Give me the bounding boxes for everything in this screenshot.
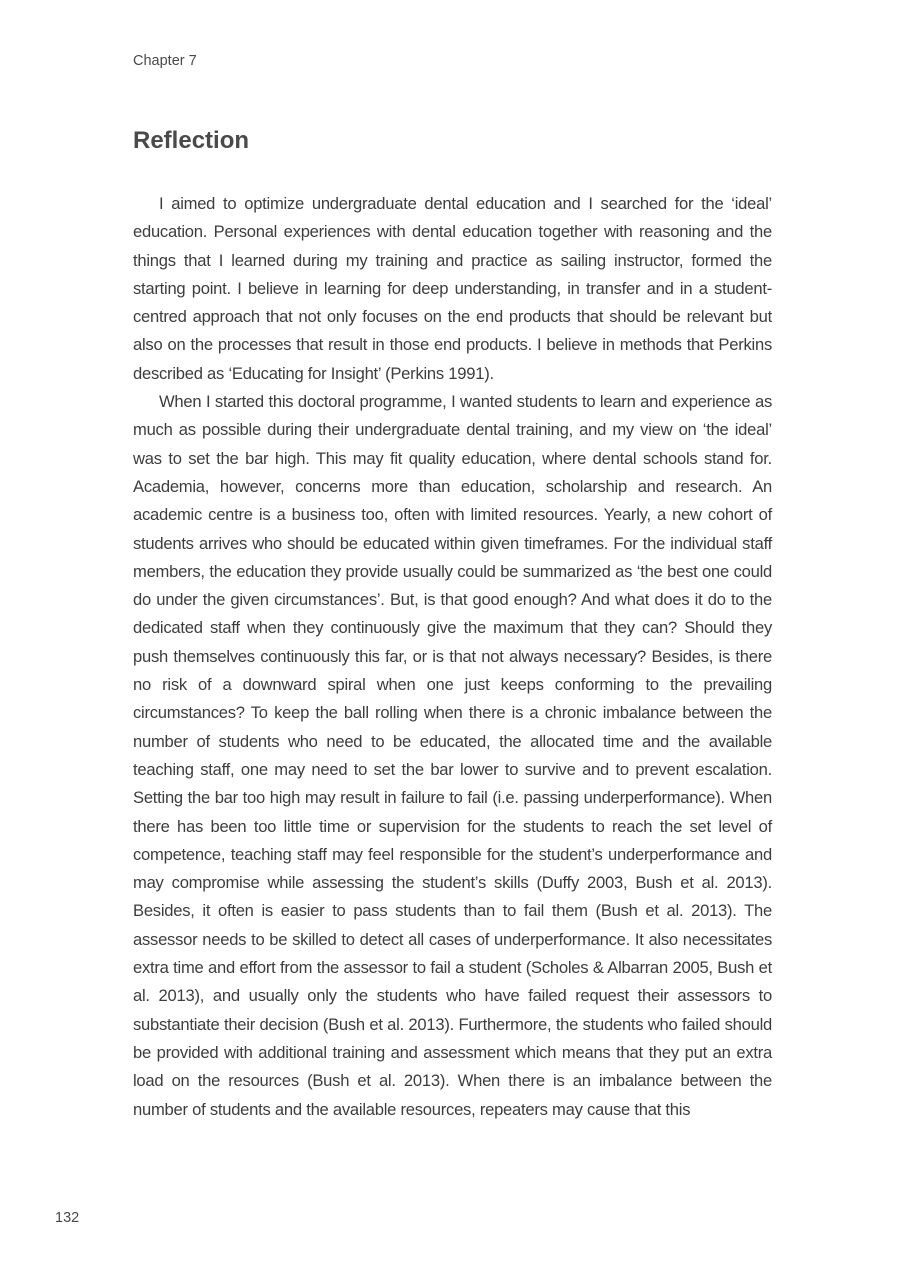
running-head: Chapter 7 <box>133 53 197 69</box>
body-text <box>133 190 772 1124</box>
paragraph-1: I aimed to optimize undergraduate dental education and I searched for the ‘ideal’ education. Personal experiences with dental education together with reasoning and the things that I learned during my training and practice as sailing instructor, formed the starting point. I believe in learning for deep understanding, in transfer and in a student-centred approach that not only focuses on the end products that should be relevant but also on the processes that result in those end products. I believe in methods that Perkins described as ‘Educating for Insight’ (Perkins 1991). <box>133 194 772 383</box>
section-title: Reflection <box>133 127 250 154</box>
paragraph-2: When I started this doctoral programme, I wanted students to learn and experience as much as possible during their undergraduate dental training, and my view on ‘the ideal’ was to set the bar high. This may fit quality education, where dental schools stand for. Academia, however, concerns more than education, scholarship and research. An academic centre is a business too, often with limited resources. Yearly, a new cohort of students arrives who should be educated within given timeframes. For the individual staff members, the education they provide usually could be summarized as ‘the best one could do under the given circumstances’. But, is that good enough? And what does it do to the dedicated staff when they continuously give the maximum that they can? Should they push themselves continuously this far, or is that not always necessary? Besides, is there no risk of a downward spiral when one just keeps conforming to the prevailing circumstances? To keep the ball rolling when there is a chronic imbalance between the number of students who need to be educated, the allocated time and the available teaching staff, one may need to set the bar lower to survive and to prevent escalation. Setting the bar too high may result in failure to fail (i.e. passing underperformance). When there has been too little time or supervision for the students to reach the set level of competence, teaching staff may feel responsible for the student’s underperformance and may compromise while assessing the student’s skills (Duffy 2003, Bush et al. 2013). Besides, it often is easier to pass students than to fail them (Bush et al. 2013). The assessor needs to be skilled to detect all cases of underperformance. It also necessitates extra time and effort from the assessor to fail a student (Scholes & Albarran 2005, Bush et al. 2013), and usually only the students who have failed request their assessors to substantiate their decision (Bush et al. 2013). Furthermore, the students who failed should be provided with additional training and assessment which means that they put an extra load on the resources (Bush et al. 2013). When there is an imbalance between the number of students and the available resources, repeaters may cause that this <box>133 392 772 1119</box>
page-number: 132 <box>55 1210 80 1226</box>
